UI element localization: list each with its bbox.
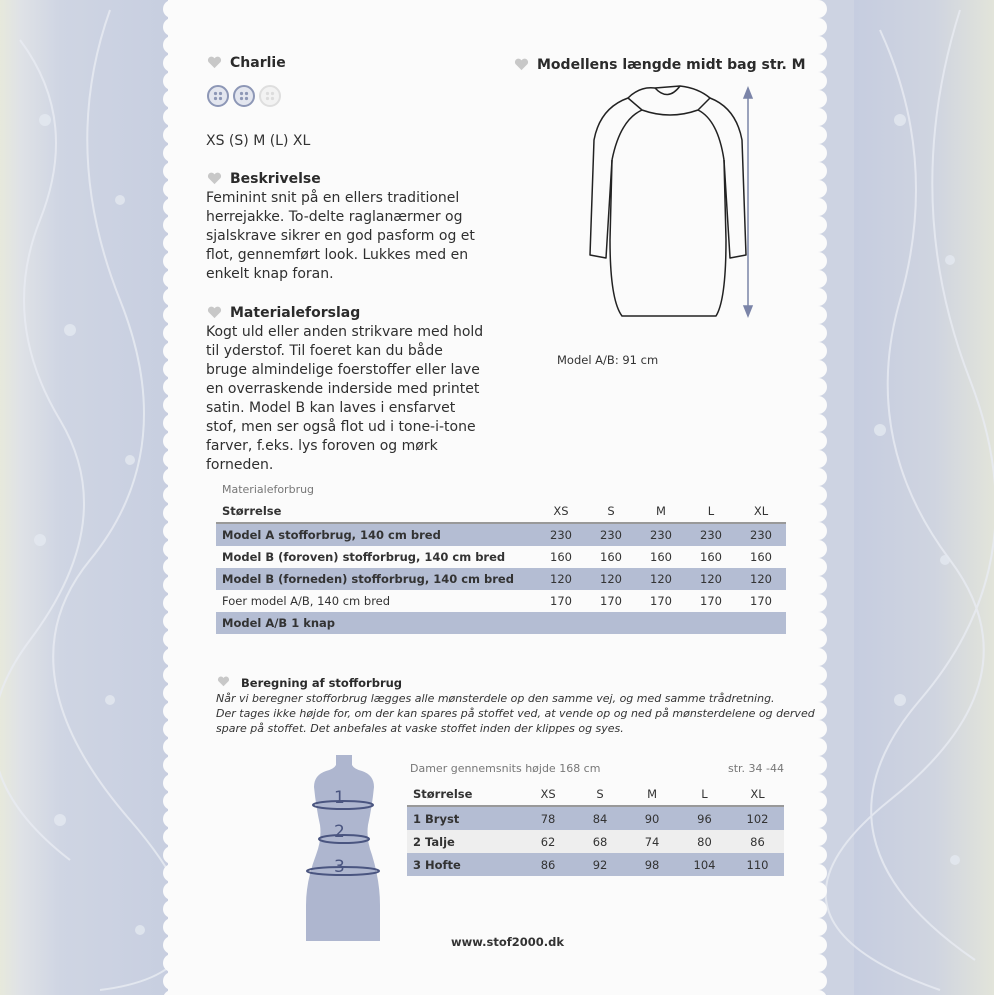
- measure-table: [407, 782, 784, 876]
- table-cell: 160: [600, 550, 622, 564]
- table-cell: 86: [731, 830, 784, 853]
- materials-heading: Materialeforslag: [230, 305, 361, 321]
- table-header-cell: Størrelse: [216, 500, 536, 523]
- table-cell: 78: [522, 806, 574, 830]
- table-cell: 230: [536, 523, 586, 546]
- measure-table-caption: Damer gennemsnits højde 168 cm: [410, 762, 601, 775]
- table-cell: 98: [626, 853, 678, 876]
- table-cell: 86: [522, 853, 574, 876]
- pattern-name: Charlie: [230, 55, 286, 71]
- mannequin-label-3: 3: [334, 857, 345, 877]
- table-header-cell: L: [678, 782, 731, 806]
- calculation-line-1: Når vi beregner stofforbrug lægges alle mønsterdele op den samme vej, og med samme trådretning.: [216, 692, 775, 705]
- table-cell: 102: [731, 806, 784, 830]
- table-row-label: Model A stofforbrug, 140 cm bred: [216, 523, 536, 546]
- table-cell: 230: [586, 523, 636, 546]
- table-header-cell: XS: [536, 500, 586, 523]
- table-row: [216, 590, 786, 612]
- table-header-cell: S: [574, 782, 626, 806]
- table-row: [216, 612, 786, 634]
- table-row-label: 3 Hofte: [407, 853, 522, 876]
- button-illustration-c: [259, 85, 281, 107]
- model-length-caption: Model A/B: 91 cm: [557, 353, 659, 367]
- materials-text: Kogt uld eller anden strikvare med hold til yderstof. Til foeret kan du både bruge almindelige foerstoffer eller lave en overraskende inderside med printet satin. Model B kan laves i ensfarvet stof, men ser også flot ud i tone-i-tone farver, f.eks. lys foroven og mørk forneden.: [206, 324, 484, 473]
- table-cell: 120: [586, 568, 636, 590]
- table-header-cell: XL: [731, 782, 784, 806]
- table-header-cell: M: [636, 500, 686, 523]
- table-cell: [636, 612, 686, 634]
- table-cell: 90: [626, 806, 678, 830]
- table-header-cell: M: [626, 782, 678, 806]
- table-row: [216, 546, 786, 568]
- table-row-label: Model A/B 1 knap: [216, 612, 536, 634]
- table-cell: 120: [736, 568, 786, 590]
- table-cell: [686, 612, 736, 634]
- table-cell: 160: [700, 550, 722, 564]
- table-cell: 74: [626, 830, 678, 853]
- heart-icon: [207, 56, 222, 69]
- card-scallop-right: [810, 0, 830, 995]
- calculation-line-2: Der tages ikke højde for, om der kan spares på stoffet ved, at vende op og ned på mønsterdelene og derved: [216, 707, 815, 720]
- heart-icon: [207, 172, 222, 185]
- mannequin-illustration: [296, 755, 392, 941]
- table-row: [407, 853, 784, 876]
- table-header-cell: XL: [736, 500, 786, 523]
- button-illustration-b: [233, 85, 255, 107]
- table-cell: 170: [600, 594, 622, 608]
- table-row-label: Model B (foroven) stofforbrug, 140 cm bred: [222, 550, 506, 564]
- mannequin-label-1: 1: [334, 788, 345, 808]
- material-table-caption: Materialeforbrug: [222, 483, 315, 496]
- table-cell: 96: [678, 806, 731, 830]
- table-cell: 84: [574, 806, 626, 830]
- table-cell: 170: [700, 594, 722, 608]
- table-header-cell: Størrelse: [407, 782, 522, 806]
- table-cell: 80: [678, 830, 731, 853]
- website-link[interactable]: www.stof2000.dk: [451, 935, 565, 949]
- table-header-cell: L: [686, 500, 736, 523]
- table-cell: 120: [636, 568, 686, 590]
- table-row-label: Foer model A/B, 140 cm bred: [222, 594, 391, 608]
- table-header-cell: S: [586, 500, 636, 523]
- table-row: [407, 806, 784, 830]
- table-cell: 230: [736, 523, 786, 546]
- table-row-label: 1 Bryst: [407, 806, 522, 830]
- heart-icon: [514, 58, 529, 71]
- table-cell: 104: [678, 853, 731, 876]
- table-header-row: [216, 500, 786, 523]
- table-cell: 170: [650, 594, 672, 608]
- table-cell: 160: [750, 550, 772, 564]
- table-header-row: [407, 782, 784, 806]
- jacket-sketch: [580, 80, 770, 325]
- table-cell: 160: [550, 550, 572, 564]
- calculation-line-3: spare på stoffet. Det anbefales at vaske stoffet inden der klippes og syes.: [216, 722, 624, 735]
- table-header-cell: XS: [522, 782, 574, 806]
- table-row-label: 2 Talje: [407, 830, 522, 853]
- calculation-heading: Beregning af stofforbrug: [241, 676, 403, 690]
- table-cell: 120: [686, 568, 736, 590]
- table-row: [407, 830, 784, 853]
- table-cell: 160: [650, 550, 672, 564]
- table-cell: [736, 612, 786, 634]
- table-cell: 92: [574, 853, 626, 876]
- table-cell: 170: [750, 594, 772, 608]
- table-cell: [536, 612, 586, 634]
- table-cell: 68: [574, 830, 626, 853]
- table-cell: 230: [636, 523, 686, 546]
- table-row-label: Model B (forneden) stofforbrug, 140 cm bred: [216, 568, 536, 590]
- table-cell: 230: [686, 523, 736, 546]
- mannequin-label-2: 2: [334, 822, 345, 842]
- table-cell: 170: [550, 594, 572, 608]
- measure-table-size-range: str. 34 -44: [728, 762, 785, 775]
- table-cell: 120: [536, 568, 586, 590]
- table-cell: 62: [522, 830, 574, 853]
- heart-icon: [217, 676, 230, 687]
- model-length-heading: Modellens længde midt bag str. M: [537, 57, 806, 73]
- heart-icon: [207, 306, 222, 319]
- size-range: XS (S) M (L) XL: [206, 133, 311, 149]
- table-row: [216, 523, 786, 546]
- table-row: [216, 568, 786, 590]
- material-table: [216, 500, 786, 634]
- table-cell: 110: [731, 853, 784, 876]
- button-illustration-a: [207, 85, 229, 107]
- table-cell: [586, 612, 636, 634]
- card-scallop-left: [160, 0, 180, 995]
- description-heading: Beskrivelse: [230, 171, 321, 187]
- description-text: Feminint snit på en ellers traditionel herrejakke. To-delte raglanærmer og sjalskrave sikrer en god pasform og et flot, gennemført look. Lukkes med en enkelt knap foran.: [206, 190, 475, 282]
